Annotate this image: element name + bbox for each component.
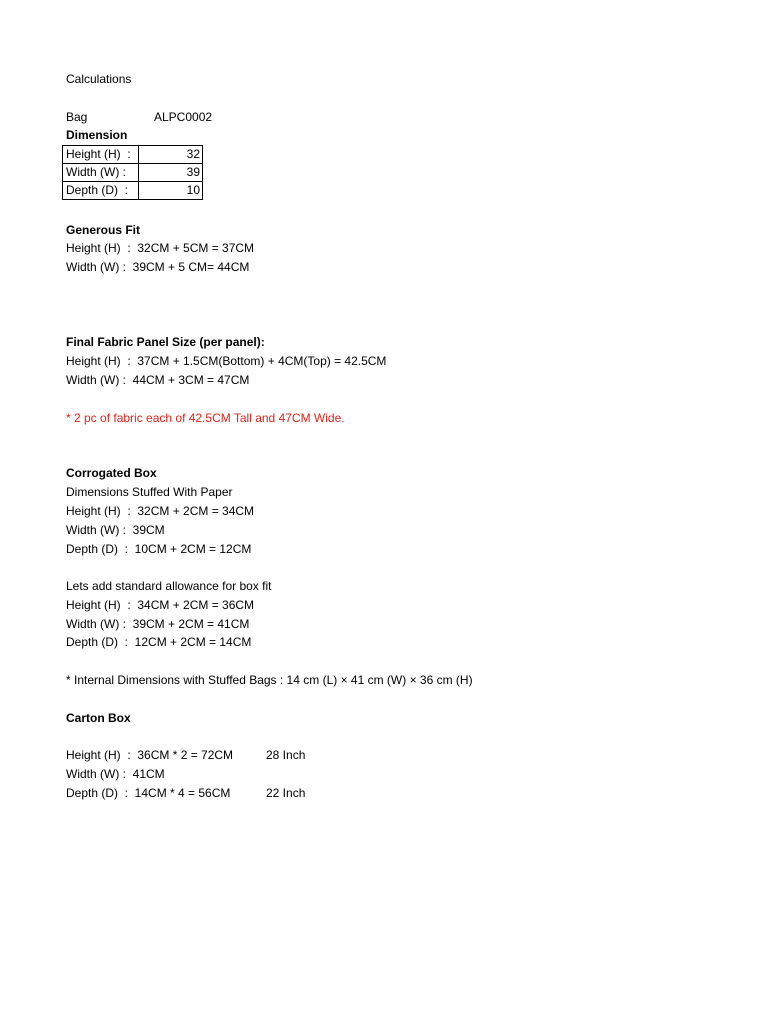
page-heading: Calculations [66, 72, 132, 86]
dimension-table [62, 145, 203, 200]
carton-box-line: Height (H) : 36CM * 2 = 72CM [66, 748, 234, 762]
dimension-title: Dimension [66, 128, 128, 142]
dimension-label: Depth (D) : [63, 182, 139, 200]
bag-code: ALPC0002 [154, 110, 213, 124]
corrugated-box-title: Corrogated Box [66, 466, 157, 480]
table-row [63, 164, 203, 182]
dimension-label: Height (H) : [63, 146, 139, 164]
corrugated-box-line: Depth (D) : 10CM + 2CM = 12CM [66, 542, 252, 556]
final-panel-line: Width (W) : 44CM + 3CM = 47CM [66, 373, 250, 387]
dimension-value: 32 [139, 146, 203, 164]
table-row [63, 146, 203, 164]
carton-box-line: Width (W) : 41CM [66, 767, 165, 781]
carton-box-title: Carton Box [66, 711, 131, 725]
carton-box-inch: 22 Inch [266, 786, 306, 800]
carton-box-line: Depth (D) : 14CM * 4 = 56CM [66, 786, 231, 800]
generous-fit-title: Generous Fit [66, 223, 141, 237]
dimension-value: 39 [139, 164, 203, 182]
allowance-line: Depth (D) : 12CM + 2CM = 14CM [66, 635, 252, 649]
final-panel-line: Height (H) : 37CM + 1.5CM(Bottom) + 4CM(Top) = 42.5CM [66, 354, 387, 368]
final-panel-title: Final Fabric Panel Size (per panel): [66, 335, 265, 349]
generous-fit-line: Width (W) : 39CM + 5 CM= 44CM [66, 260, 250, 274]
corrugated-box-line: Width (W) : 39CM [66, 523, 165, 537]
generous-fit-line: Height (H) : 32CM + 5CM = 37CM [66, 241, 255, 255]
dimension-label: Width (W) : [63, 164, 139, 182]
allowance-line: Width (W) : 39CM + 2CM = 41CM [66, 617, 250, 631]
carton-box-inch: 28 Inch [266, 748, 306, 762]
table-row [63, 182, 203, 200]
bag-label: Bag [66, 110, 88, 124]
corrugated-box-line: Height (H) : 32CM + 2CM = 34CM [66, 504, 255, 518]
allowance-title: Lets add standard allowance for box fit [66, 579, 272, 593]
internal-dimensions-note: * Internal Dimensions with Stuffed Bags : 14 cm (L) × 41 cm (W) × 36 cm (H) [66, 673, 473, 687]
allowance-line: Height (H) : 34CM + 2CM = 36CM [66, 598, 255, 612]
fabric-note: * 2 pc of fabric each of 42.5CM Tall and 47CM Wide. [66, 411, 345, 425]
corrugated-box-subtitle: Dimensions Stuffed With Paper [66, 485, 233, 499]
dimension-value: 10 [139, 182, 203, 200]
